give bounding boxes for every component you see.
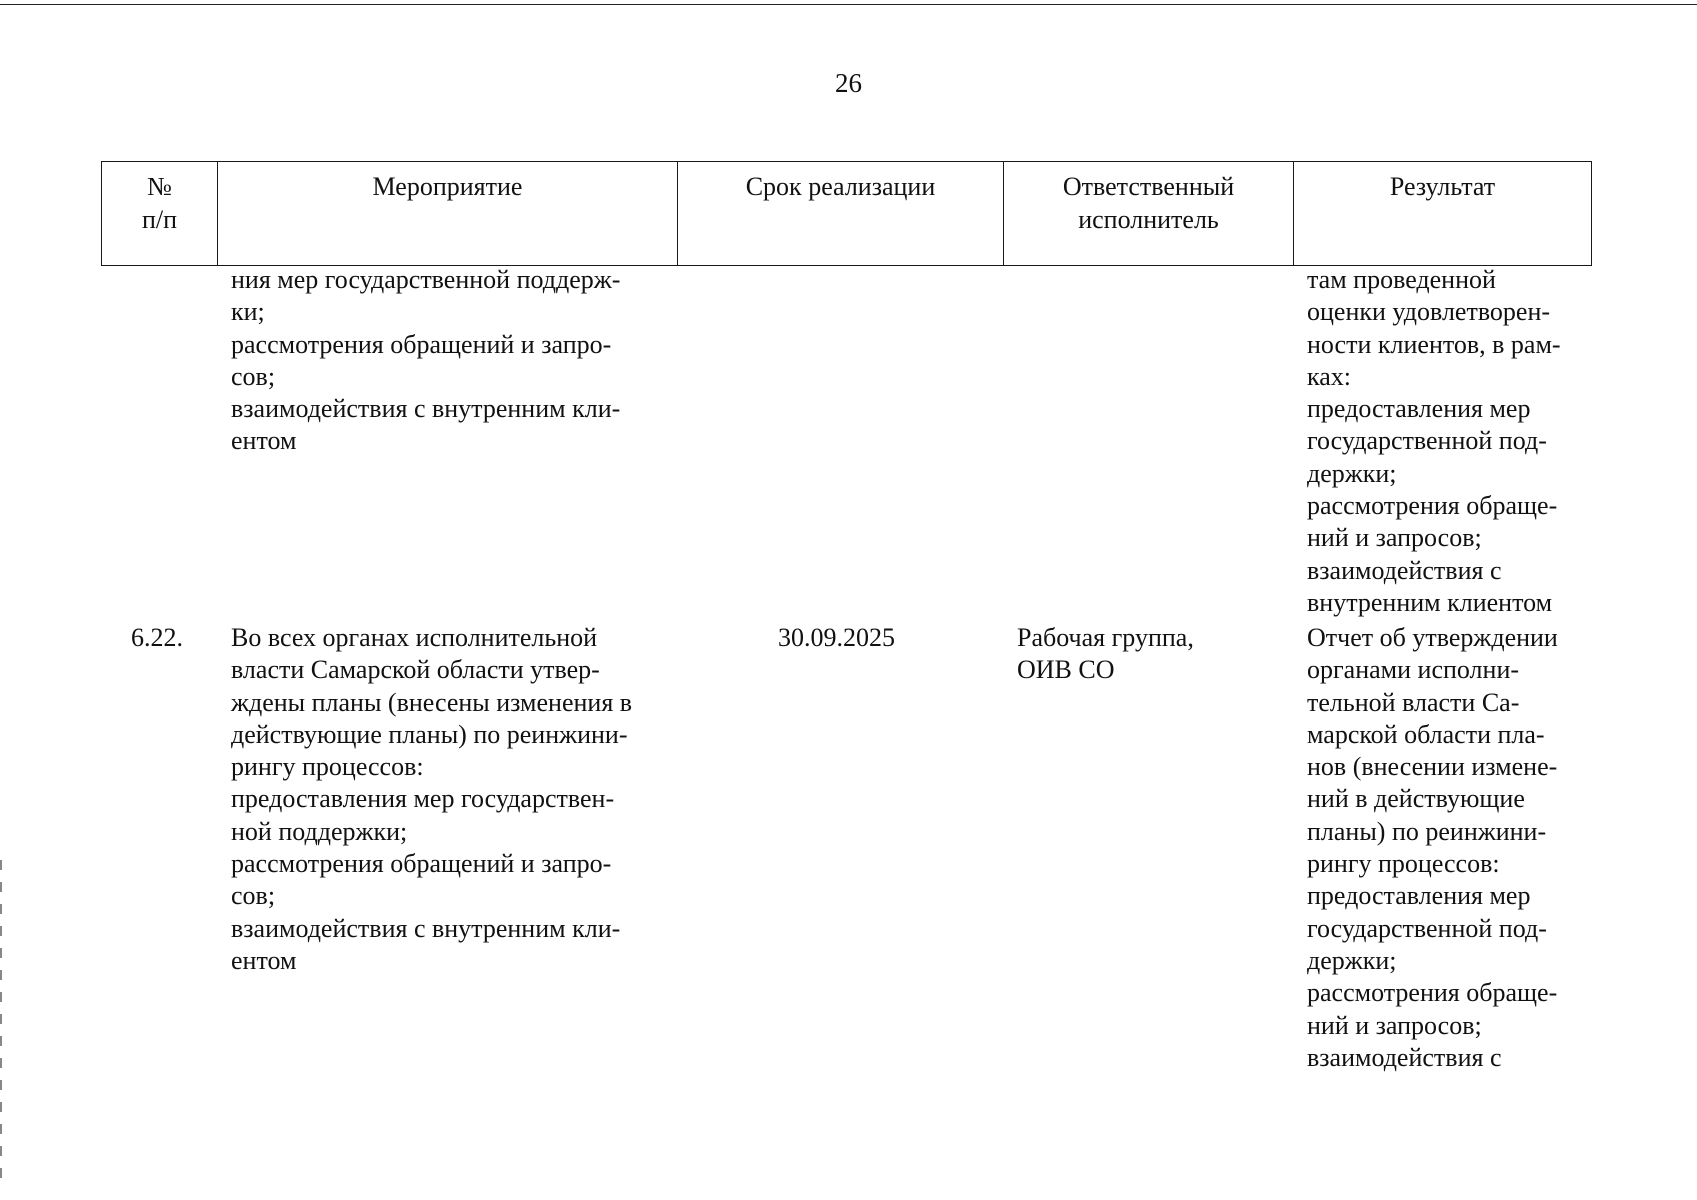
text-line: ной поддержки; [231, 816, 408, 846]
text-line: действующие планы) по реинжини- [231, 719, 628, 749]
text-line: рингу процессов: [231, 752, 424, 782]
header-num-text: № п/п [141, 172, 178, 234]
header-responsible-text: Ответственный исполнитель [1062, 172, 1235, 234]
text-line: предоставления мер государствен- [231, 784, 615, 814]
row-result-cell [1307, 622, 1584, 1074]
text-line: ний и запросов; [1307, 1010, 1482, 1040]
row-number: 6.22. [131, 623, 183, 652]
text-line: сов; [231, 881, 276, 911]
text-line: внутренним клиентом [1307, 587, 1553, 617]
text-line: ности клиентов, в рам- [1307, 329, 1561, 359]
text-line: Рабочая группа, [1017, 623, 1194, 652]
text-line: предоставления мер [1307, 881, 1531, 911]
text-line: рассмотрения обраще- [1307, 978, 1558, 1008]
text-line: рассмотрения обраще- [1307, 491, 1558, 521]
header-num [102, 162, 218, 266]
header-deadline: Срок реализации [678, 162, 1004, 266]
text-line: взаимодействия с [1307, 1042, 1502, 1072]
row-responsible-cell [1017, 622, 1194, 686]
text-line: рингу процессов: [1307, 849, 1500, 879]
text-line: предоставления мер [1307, 394, 1531, 424]
text-line: планы) по реинжини- [1307, 816, 1547, 846]
scan-edge-mark [0, 860, 2, 1180]
text-line: оценки удовлетворен- [1307, 297, 1551, 327]
text-line: нов (внесении измене- [1307, 752, 1558, 782]
text-line: сов; [231, 361, 276, 391]
text-line: ках: [1307, 361, 1352, 391]
text-line: ний и запросов; [1307, 523, 1482, 553]
text-line: ний в действующие [1307, 784, 1525, 814]
text-line: там проведенной [1307, 265, 1496, 294]
text-line: тельной власти Са- [1307, 687, 1520, 717]
text-line: Во всех органах исполнительной [231, 623, 598, 652]
text-line: рассмотрения обращений и запро- [231, 849, 612, 879]
text-line: взаимодействия с внутренним кли- [231, 394, 621, 424]
text-line: ентом [231, 945, 297, 975]
text-line: ждены планы (внесены изменения в [231, 687, 633, 717]
continuation-activity-cell [231, 264, 670, 458]
text-line: ОИВ СО [1017, 655, 1115, 684]
text-line: взаимодействия с [1307, 555, 1502, 585]
continuation-result-cell [1307, 264, 1584, 619]
text-line: государственной под- [1307, 426, 1547, 456]
text-line: держки; [1307, 945, 1397, 975]
text-line: рассмотрения обращений и запро- [231, 329, 612, 359]
text-line: ентом [231, 426, 297, 456]
page-number: 26 [835, 68, 862, 98]
text-line: держки; [1307, 458, 1397, 488]
text-line: взаимодействия с внутренним кли- [231, 913, 621, 943]
text-line: органами исполни- [1307, 655, 1520, 685]
header-result: Результат [1294, 162, 1592, 266]
text-line: власти Самарской области утвер- [231, 655, 600, 685]
text-line: ния мер государственной поддерж- [231, 265, 621, 294]
text-line: Отчет об утверждении [1307, 623, 1558, 652]
text-line: государственной под- [1307, 913, 1547, 943]
header-responsible [1004, 162, 1294, 266]
top-rule [0, 4, 1697, 5]
row-deadline: 30.09.2025 [778, 623, 895, 652]
row-activity-cell [231, 622, 670, 977]
table-header [101, 161, 1592, 266]
text-line: марской области пла- [1307, 719, 1545, 749]
text-line: ки; [231, 297, 265, 327]
header-activity: Мероприятие [218, 162, 678, 266]
